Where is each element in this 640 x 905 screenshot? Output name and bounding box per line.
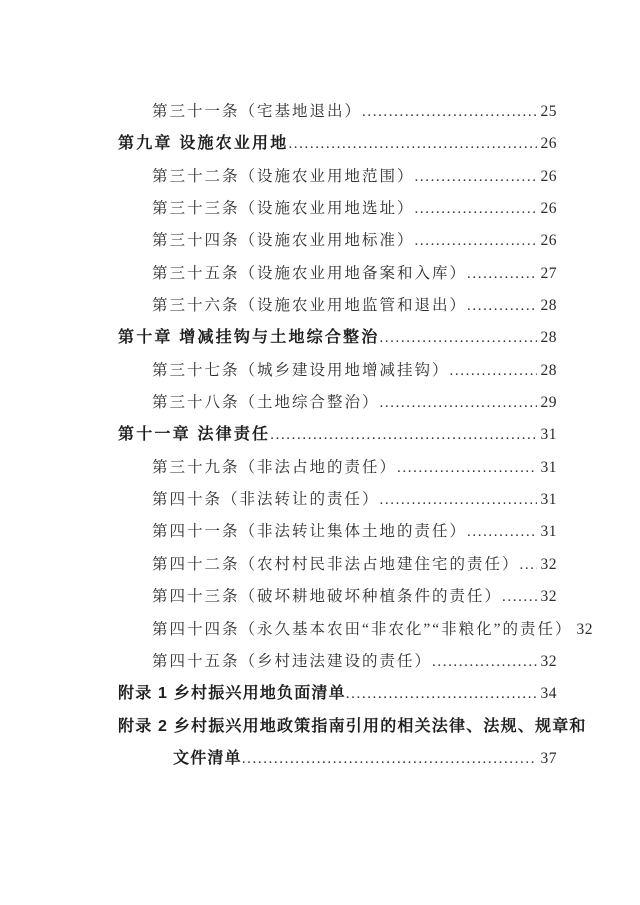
toc-entry-text: 第三十一条（宅基地退出） xyxy=(152,103,363,120)
toc-entry-chapter xyxy=(118,419,600,451)
toc-entry-text: 第九章 设施农业用地 xyxy=(118,135,289,153)
page-number: 32 xyxy=(540,652,557,670)
page-number: 32 xyxy=(576,620,594,638)
toc-entry-article xyxy=(118,290,600,322)
page-number: 28 xyxy=(540,329,557,347)
page-number: 31 xyxy=(540,523,557,541)
dot-leader xyxy=(415,225,537,257)
toc-entry-text: 第三十七条（城乡建设用地增减挂钩） xyxy=(152,361,450,379)
dot-leader xyxy=(432,646,536,678)
toc-entry-text: 附录 1 乡村振兴用地负面清单 xyxy=(118,685,346,703)
page-number: 26 xyxy=(540,167,557,185)
toc-entry-text: 第四十条（非法转让的责任） xyxy=(152,491,380,509)
toc-entry-article xyxy=(118,96,600,128)
dot-leader xyxy=(502,581,536,613)
page-number: 34 xyxy=(540,685,557,703)
toc-entry-text: 第三十六条（设施农业用地监管和退出） xyxy=(152,297,468,315)
toc-entry-text: 第三十五条（设施农业用地备案和入库） xyxy=(152,264,468,282)
toc-entry-article xyxy=(118,225,600,257)
page-number: 26 xyxy=(540,232,557,250)
dot-leader xyxy=(467,516,536,548)
dot-leader xyxy=(380,387,537,419)
toc-entry-appendix xyxy=(118,711,600,743)
toc-entry-article xyxy=(118,549,600,581)
toc-entry-text: 附录 2 乡村振兴用地政策指南引用的相关法律、法规、规章和 xyxy=(118,717,587,735)
toc-entry-article xyxy=(118,614,600,646)
dot-leader xyxy=(520,549,537,581)
toc-entry-text: 第四十五条（乡村违法建设的责任） xyxy=(152,652,433,670)
dot-leader xyxy=(467,290,536,322)
toc-entry-text: 第三十二条（设施农业用地范围） xyxy=(152,167,415,185)
page-number: 29 xyxy=(540,394,557,412)
dot-leader xyxy=(346,678,537,710)
toc-entry-text: 第四十三条（破坏耕地破坏种植条件的责任） xyxy=(152,588,503,606)
toc-entry-text: 第十章 增减挂钩与土地综合整治 xyxy=(118,329,380,347)
toc-entry-article xyxy=(118,484,600,516)
page-number: 26 xyxy=(540,135,557,153)
toc-list xyxy=(118,96,600,775)
dot-leader xyxy=(450,355,537,387)
dot-leader xyxy=(288,128,536,160)
toc-entry-article xyxy=(118,581,600,613)
dot-leader xyxy=(397,452,536,484)
page-number: 28 xyxy=(540,297,557,315)
toc-entry-appendix xyxy=(118,678,600,710)
toc-entry-appendix-continuation xyxy=(118,743,600,775)
toc-entry-text: 文件清单 xyxy=(173,749,242,767)
toc-entry-text: 第三十四条（设施农业用地标准） xyxy=(152,232,415,250)
dot-leader xyxy=(379,322,536,354)
page-number: 32 xyxy=(540,588,557,606)
dot-leader xyxy=(415,161,537,193)
toc-entry-article xyxy=(118,516,600,548)
toc-entry-article xyxy=(118,387,600,419)
toc-entry-article xyxy=(118,355,600,387)
toc-entry-article xyxy=(118,452,600,484)
dot-leader xyxy=(467,258,536,290)
dot-leader xyxy=(242,743,537,775)
toc-entry-text: 第三十八条（土地综合整治） xyxy=(152,394,380,412)
toc-entry-text: 第四十四条（永久基本农田“非农化”“非粮化”的责任） xyxy=(152,620,573,638)
toc-entry-text: 第十一章 法律责任 xyxy=(118,426,271,444)
page-number: 37 xyxy=(540,749,557,767)
toc-entry-text: 第四十二条（农村村民非法占地建住宅的责任） xyxy=(152,555,520,573)
toc-entry-text: 第四十一条（非法转让集体土地的责任） xyxy=(152,523,468,541)
page-number: 31 xyxy=(540,491,557,509)
toc-entry-article xyxy=(118,258,600,290)
page-number: 25 xyxy=(540,103,557,120)
toc-entry-article xyxy=(118,193,600,225)
page-number: 31 xyxy=(540,426,557,444)
page-number: 31 xyxy=(540,458,557,476)
dot-leader xyxy=(270,419,536,451)
toc-entry-article xyxy=(118,646,600,678)
page-number: 26 xyxy=(540,200,557,218)
page-number: 28 xyxy=(540,361,557,379)
page-number: 27 xyxy=(540,264,557,282)
toc-entry-text: 第三十三条（设施农业用地选址） xyxy=(152,200,415,218)
toc-entry-text: 第三十九条（非法占地的责任） xyxy=(152,458,398,476)
toc-entry-article xyxy=(118,161,600,193)
page-number: 32 xyxy=(540,555,557,573)
dot-leader xyxy=(362,96,536,128)
toc-entry-chapter xyxy=(118,128,600,160)
dot-leader xyxy=(380,484,537,516)
dot-leader xyxy=(415,193,537,225)
toc-entry-chapter xyxy=(118,322,600,354)
